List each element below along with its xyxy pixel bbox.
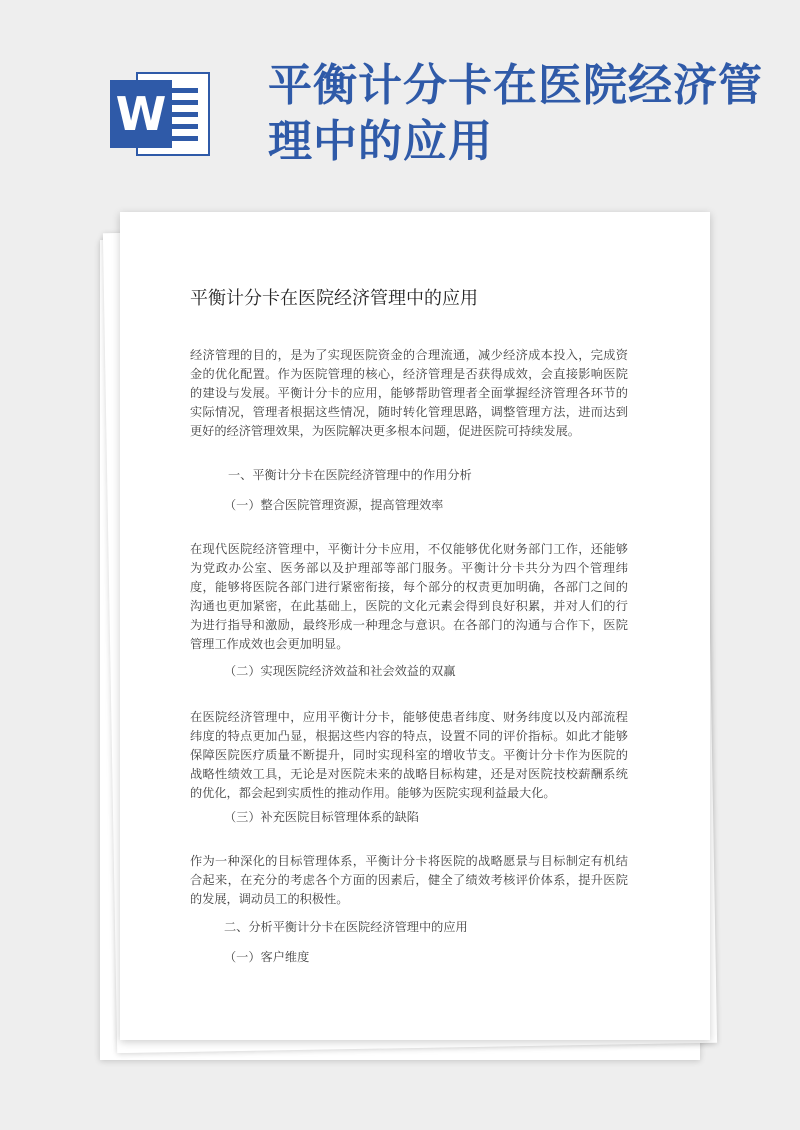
subsection-heading: （二）实现医院经济效益和社会效益的双赢 bbox=[224, 664, 456, 678]
document-page bbox=[120, 212, 710, 1040]
subsection-heading: （三）补充医院目标管理体系的缺陷 bbox=[224, 810, 419, 824]
header-banner bbox=[0, 0, 800, 200]
subsection-heading: （一）客户维度 bbox=[224, 950, 310, 964]
section-heading: 二、分析平衡计分卡在医院经济管理中的应用 bbox=[224, 920, 468, 934]
word-document-icon bbox=[110, 72, 210, 156]
body-paragraph: 在现代医院经济管理中，平衡计分卡应用，不仅能够优化财务部门工作，还能够为党政办公室、医务部以及护理部等部门服务。平衡计分卡共分为四个管理纬度，能够将医院各部门进行紧密衔接，每个部分的权责更加明确，各部门之间的沟通也更加紧密，在此基础上，医院的文化元素会得到良好积累，并对人们的行为进行指导和激励，最终形成一种理念与意识。在各部门的沟通与合作下，医院管理工作成效也会更加明显。 bbox=[190, 542, 628, 651]
body-paragraph: 在医院经济管理中，应用平衡计分卡，能够使患者纬度、财务纬度以及内部流程纬度的特点更加凸显，根据这些内容的特点，设置不同的评价指标。如此才能够保障医院医疗质量不断提升，同时实现科室的增收节支。平衡计分卡作为医院的战略性绩效工具，无论是对医院未来的战略目标构建，还是对医院技校薪酬系统的优化，都会起到实质性的推动作用。能够为医院实现利益最大化。 bbox=[190, 710, 628, 800]
document-title: 平衡计分卡在医院经济管理中的应用 bbox=[190, 288, 478, 309]
subsection-heading: （一）整合医院管理资源，提高管理效率 bbox=[224, 498, 444, 512]
intro-paragraph: 经济管理的目的，是为了实现医院资金的合理流通，减少经济成本投入，完成资金的优化配置。作为医院管理的核心，经济管理是否获得成效，会直接影响医院的建设与发展。平衡计分卡的应用，能够帮助管理者全面掌握经济管理各环节的实际情况，管理者根据这些情况，随时转化管理思路，调整管理方法，进而达到更好的经济管理效果，为医院解决更多根本问题，促进医院可持续发展。 bbox=[190, 348, 628, 438]
word-w-letter: W bbox=[110, 80, 172, 148]
section-heading: 一、平衡计分卡在医院经济管理中的作用分析 bbox=[228, 468, 472, 482]
header-title: 平衡计分卡在医院经济管理中的应用 bbox=[268, 60, 763, 167]
body-paragraph: 作为一种深化的目标管理体系，平衡计分卡将医院的战略愿景与目标制定有机结合起来，在充分的考虑各个方面的因素后，健全了绩效考核评价体系，提升医院的发展，调动员工的积极性。 bbox=[190, 854, 628, 906]
